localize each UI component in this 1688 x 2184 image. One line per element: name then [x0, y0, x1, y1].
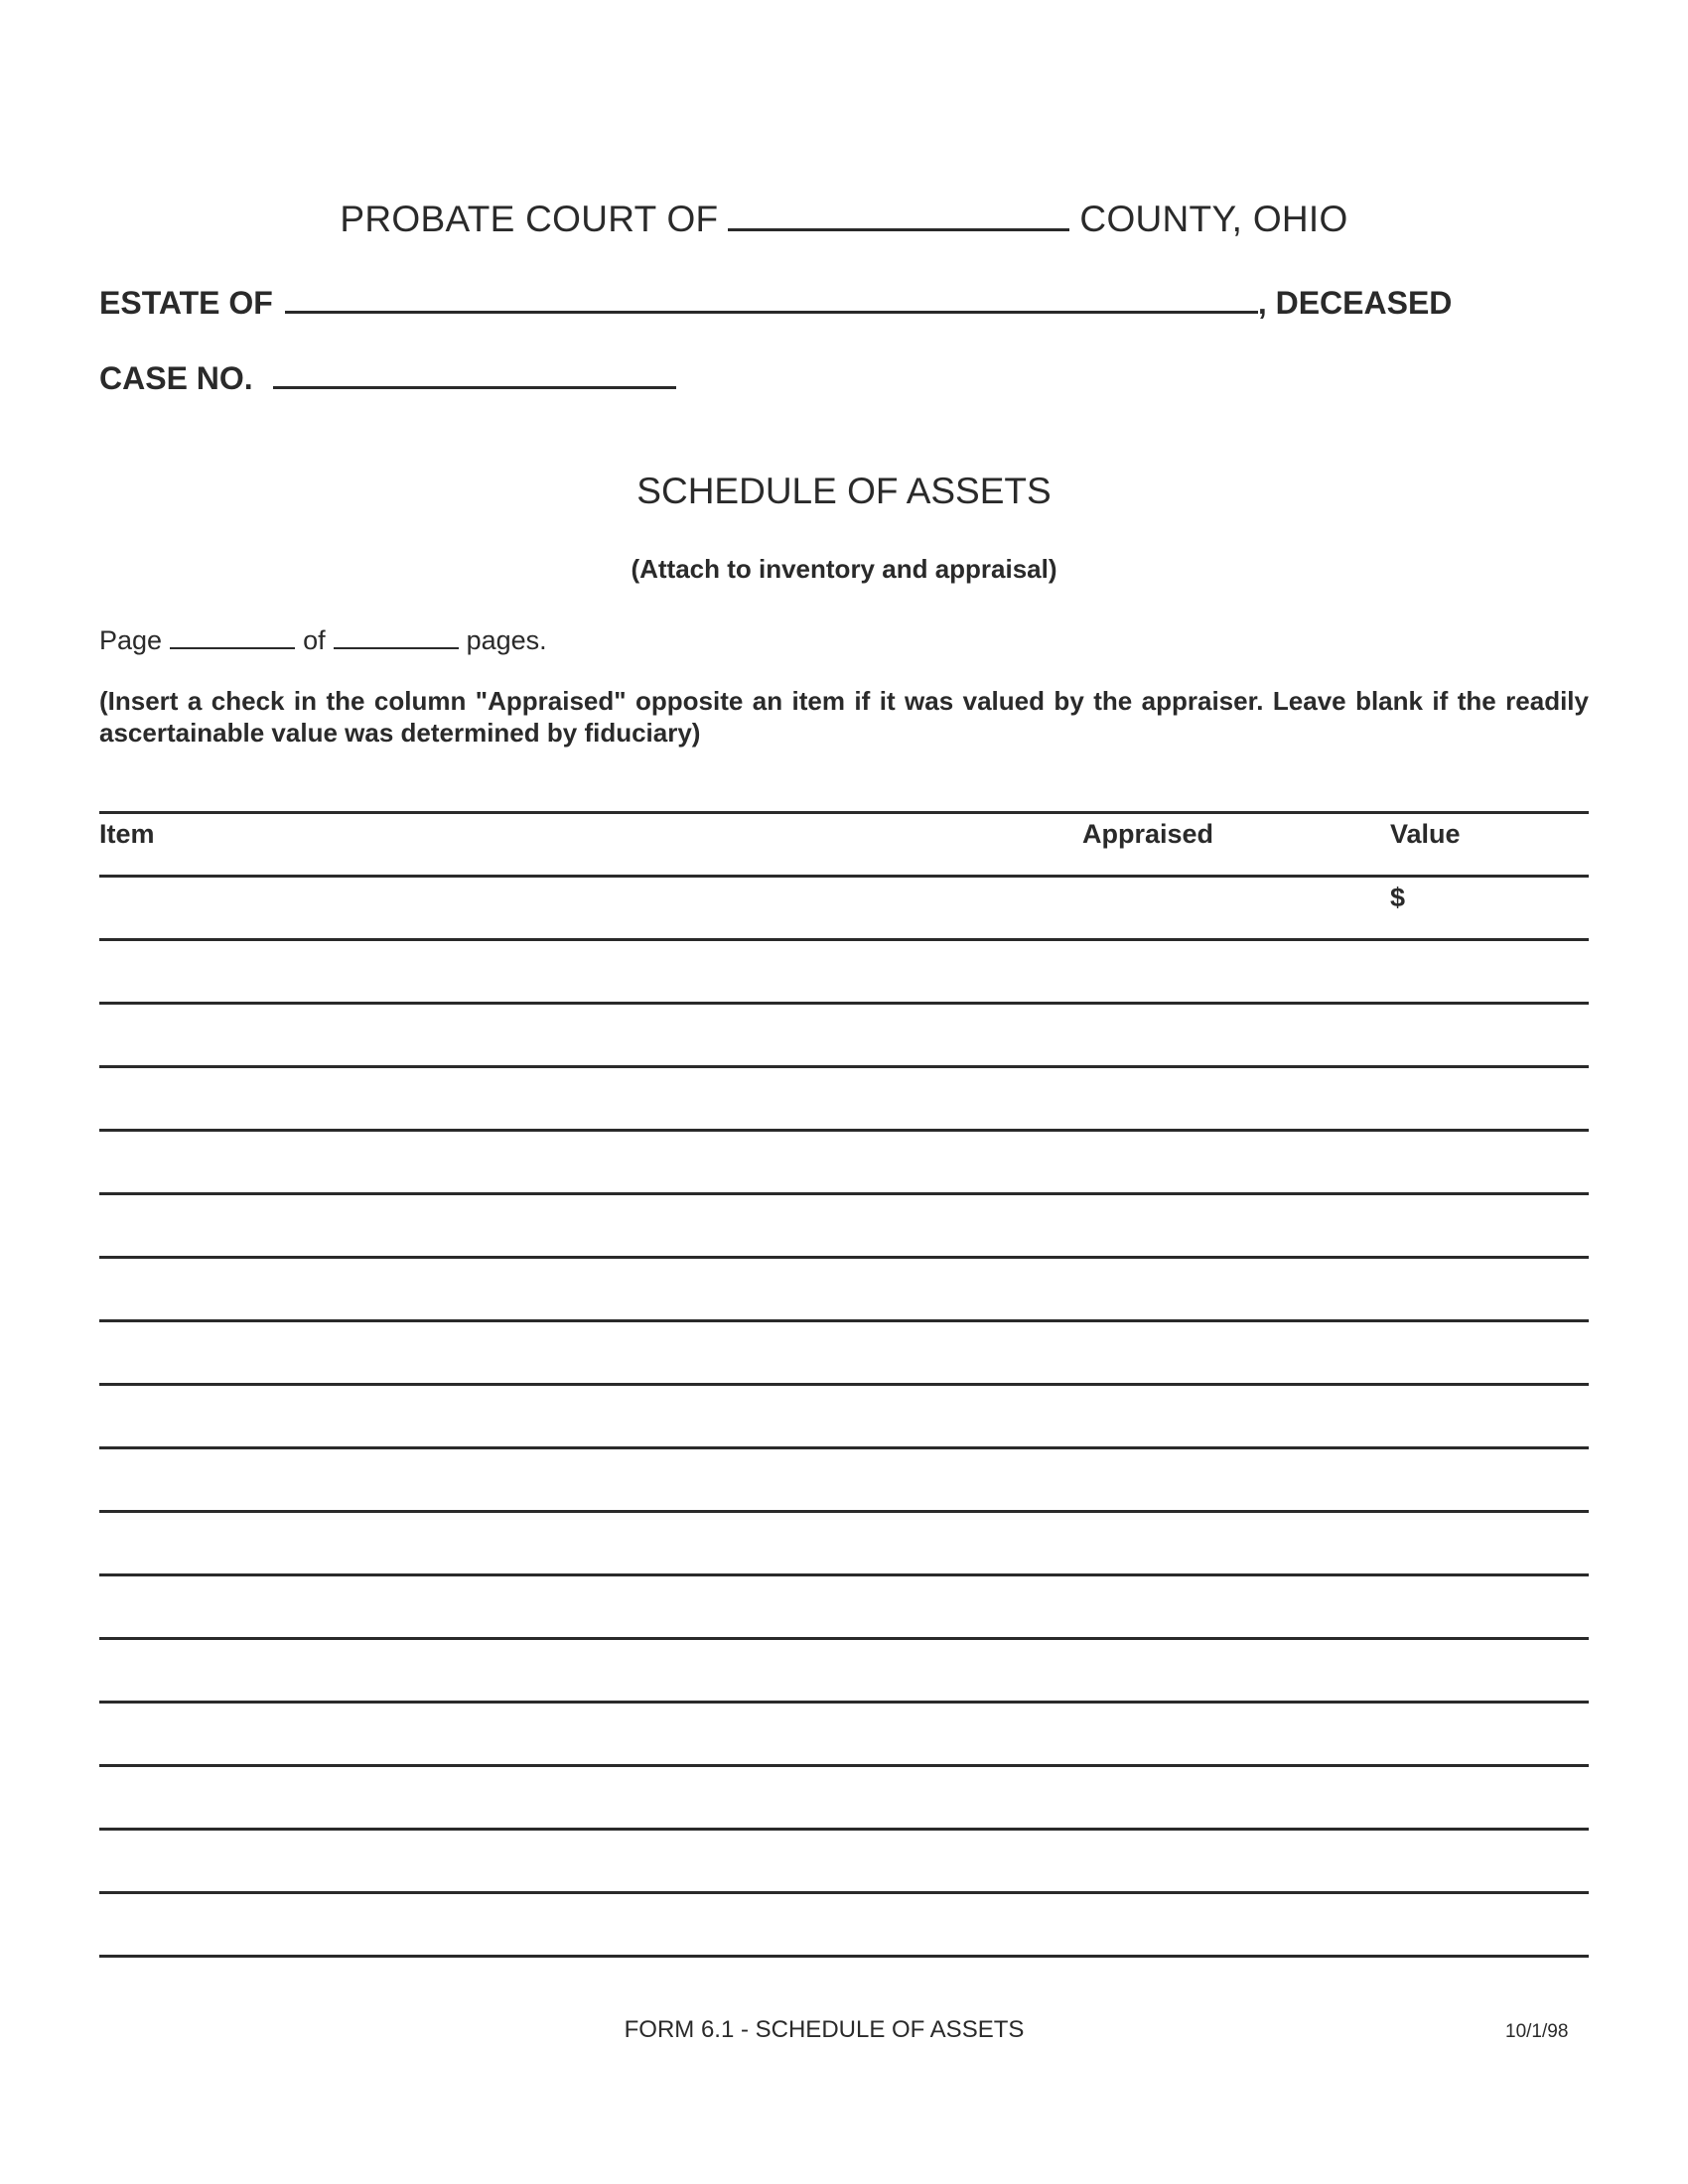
table-row-rule: [99, 1129, 1589, 1132]
table-row-rule: [99, 1065, 1589, 1068]
case-label: CASE NO.: [99, 360, 253, 396]
court-suffix: COUNTY, OHIO: [1079, 199, 1348, 239]
county-blank-field[interactable]: [728, 195, 1069, 231]
case-number-line: [99, 356, 676, 397]
instructions-text: (Insert a check in the column "Appraised" opposite an item if it was valued by the appraiser. Leave blank if the readily ascertainable value was determined by fiduciary): [99, 686, 1589, 748]
column-header-appraised: Appraised: [1082, 819, 1214, 849]
table-top-rule: [99, 811, 1589, 814]
page-label: Page: [99, 625, 163, 655]
court-prefix: PROBATE COURT OF: [340, 199, 719, 239]
estate-suffix: , DECEASED: [1257, 285, 1453, 321]
document-subtitle: (Attach to inventory and appraisal): [631, 554, 1057, 584]
page-count-line: [99, 623, 547, 656]
case-number-blank-field[interactable]: [273, 356, 676, 389]
table-row-rule: [99, 1002, 1589, 1005]
court-heading: [0, 195, 1688, 240]
table-row-rule: [99, 938, 1589, 941]
table-row-rule: [99, 1192, 1589, 1195]
estate-name-blank-field[interactable]: [285, 281, 1258, 314]
pages-label: pages.: [466, 625, 547, 655]
footer-form-name: FORM 6.1 - SCHEDULE OF ASSETS: [624, 2016, 1025, 2043]
table-row-rule: [99, 1701, 1589, 1704]
total-pages-blank-field[interactable]: [334, 623, 459, 649]
table-row-rule: [99, 1637, 1589, 1640]
document-title: SCHEDULE OF ASSETS: [636, 471, 1052, 511]
table-row-rule: [99, 1256, 1589, 1259]
estate-prefix: ESTATE OF: [99, 285, 273, 321]
page-number-blank-field[interactable]: [170, 623, 295, 649]
table-row-rule: [99, 1891, 1589, 1894]
column-header-value: Value: [1390, 819, 1461, 849]
currency-symbol: $: [1390, 883, 1406, 912]
table-row-rule: [99, 1573, 1589, 1576]
table-row-rule: [99, 1510, 1589, 1513]
header-bottom-rule: [99, 875, 1589, 878]
table-row-rule: [99, 1319, 1589, 1322]
footer-revision-date: 10/1/98: [1505, 2021, 1569, 2042]
table-row-rule: [99, 1955, 1589, 1958]
table-row-rule: [99, 1383, 1589, 1386]
column-header-item: Item: [99, 819, 155, 849]
table-row-rule: [99, 1828, 1589, 1831]
of-label: of: [303, 625, 326, 655]
estate-line: [99, 281, 1452, 322]
table-row-rule: [99, 1764, 1589, 1767]
table-row-rule: [99, 1446, 1589, 1449]
